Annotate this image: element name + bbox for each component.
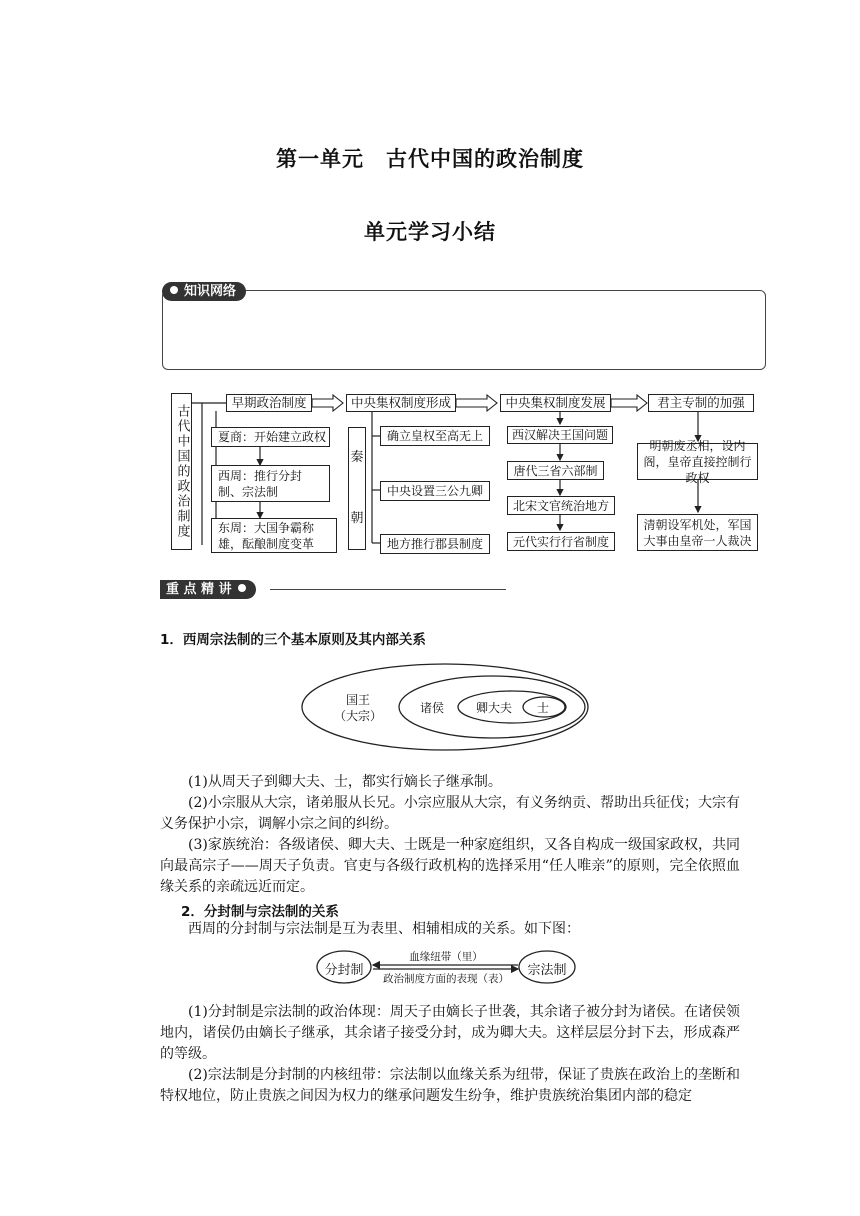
ellipse-minister: 卿大夫 — [476, 701, 513, 715]
qin-label-bottom: 朝 — [350, 510, 364, 526]
qin-label-top: 秦 — [350, 450, 364, 466]
ellipse-shi: 士 — [537, 701, 550, 715]
key-points-text: 重 点 精 讲 — [166, 582, 232, 597]
page-subtitle: 单元学习小结 — [364, 220, 496, 244]
flow-col3-item: 元代实行行省制度 — [507, 532, 615, 551]
flow-col1-item: 西周：推行分封制、宗法制 — [211, 465, 330, 502]
flow-col4-item: 清朝设军机处，军国大事由皇帝一人裁决 — [637, 514, 758, 551]
flow-col2-item: 确立皇权至高无上 — [380, 426, 490, 446]
flow-col2-item: 地方推行郡县制度 — [380, 534, 490, 554]
flow-col3-item: 北宋文官统治地方 — [507, 496, 615, 515]
flow-col3-item: 西汉解决王国问题 — [507, 426, 613, 444]
ellipse-lord: 诸侯 — [420, 701, 445, 715]
flow-header-formation: 中央集权制度形成 — [346, 394, 456, 412]
flow-header-development: 中央集权制度发展 — [500, 394, 611, 412]
relation-node-zongfa: 宗法制 — [527, 963, 567, 978]
flow-header-early: 早期政治制度 — [226, 394, 312, 412]
flow-header-autocracy: 君主专制的加强 — [648, 394, 754, 412]
point1-paragraph: (2)小宗服从大宗，诸弟服从长兄。小宗应服从大宗，有义务纳贡、帮助出兵征伐；大宗有义务保护小宗，调解小宗之间的纠纷。 — [160, 795, 740, 832]
relation-node-fengjian: 分封制 — [324, 963, 364, 978]
flow-root-label: 古代中国的政治制度 — [171, 393, 192, 550]
point1-heading: 1．西周宗法制的三个基本原则及其内部关系 — [160, 632, 426, 648]
flow-col1-item: 东周：大国争霸称雄，酝酿制度变革 — [211, 518, 337, 553]
flow-col1-item: 夏商：开始建立政权 — [211, 427, 330, 447]
point2-paragraph: (1)分封制是宗法制的政治体现：周天子由嫡长子世袭，其余诸子被分封为诸侯。在诸侯领地内，诸侯仍由嫡长子继承，其余诸子接受分封，成为卿大夫。这样层层分封下去，形成森严的等级。 — [160, 1004, 740, 1062]
relation-bottom-label: 政治制度方面的表现（表） — [383, 973, 509, 985]
flow-col2-item: 中央设置三公九卿 — [380, 481, 490, 501]
point1-paragraph: (1)从周天子到卿大夫、士，都实行嫡长子继承制。 — [188, 774, 502, 790]
ellipse-king-line1: 国王 — [345, 693, 370, 707]
knowledge-network-text: 知识网络 — [184, 284, 237, 299]
page-title: 第一单元 古代中国的政治制度 — [276, 147, 584, 171]
flow-col4-item: 明朝废丞相，设内阁，皇帝直接控制行政权 — [637, 443, 758, 480]
point2-heading: 2．分封制与宗法制的关系 — [181, 904, 339, 920]
point2-intro: 西周的分封制与宗法制是互为表里、相辅相成的关系。如下图： — [188, 921, 580, 937]
flow-col3-item: 唐代三省六部制 — [507, 461, 604, 480]
point2-paragraph: (2)宗法制是分封制的内核纽带：宗法制以血缘关系为纽带，保证了贵族在政治上的垄断和特权地位，防止贵族之间因为权力的继承问题发生纷争，维护贵族统治集团内部的稳定 — [160, 1067, 740, 1104]
ellipse-king-line2: （大宗） — [333, 709, 382, 723]
relation-top-label: 血缘纽带（里） — [409, 951, 483, 963]
point1-paragraph: (3)家族统治：各级诸侯、卿大夫、士既是一种家庭组织，又各自构成一级国家政权，共同向最高宗子——周天子负责。官吏与各级行政机构的选择采用“任人唯亲”的原则，完全依照血缘关系的亲疏远近而定。 — [160, 837, 740, 895]
